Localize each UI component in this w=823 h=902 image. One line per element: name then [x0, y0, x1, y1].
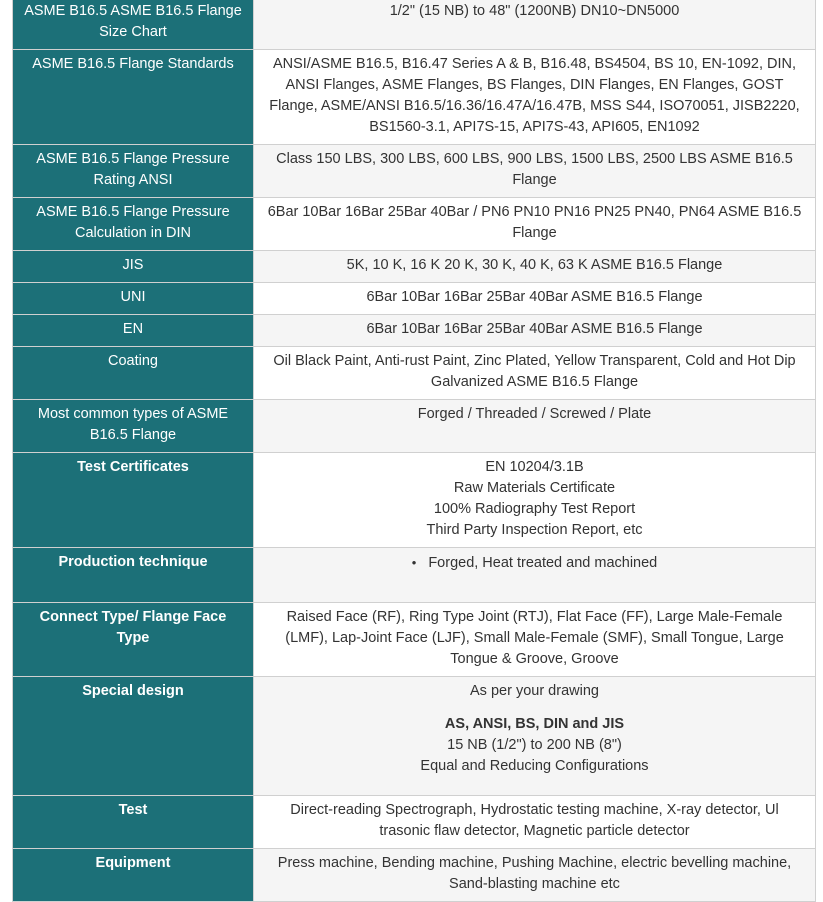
- table-row: [13, 50, 816, 145]
- row-label: EN: [13, 315, 254, 347]
- row-label: ASME B16.5 ASME B16.5 Flange Size Chart: [13, 0, 254, 50]
- special-design-line: Equal and Reducing Configurations: [420, 758, 649, 774]
- row-value: Direct-reading Spectrograph, Hydrostatic testing machine, X-ray detector, Ul trasonic flaw detector, Magnetic particle detector: [254, 796, 816, 849]
- row-label: Coating: [13, 347, 254, 400]
- row-value: Class 150 LBS, 300 LBS, 600 LBS, 900 LBS, 1500 LBS, 2500 LBS ASME B16.5 Flange: [254, 145, 816, 198]
- row-label: UNI: [13, 283, 254, 315]
- special-design-standards: AS, ANSI, BS, DIN and JIS: [444, 716, 625, 732]
- row-value: 6Bar 10Bar 16Bar 25Bar 40Bar ASME B16.5 Flange: [254, 315, 816, 347]
- table-row: [13, 145, 816, 198]
- table-row: [13, 677, 816, 796]
- row-label: Most common types of ASME B16.5 Flange: [13, 400, 254, 453]
- row-value: 6Bar 10Bar 16Bar 25Bar 40Bar ASME B16.5 Flange: [254, 283, 816, 315]
- special-design-line: 15 NB (1/2") to 200 NB (8"): [447, 737, 622, 753]
- table-row: [13, 251, 816, 283]
- row-value: [254, 677, 816, 796]
- row-value: Forged / Threaded / Screwed / Plate: [254, 400, 816, 453]
- row-label: Connect Type/ Flange Face Type: [13, 603, 254, 677]
- table-row: [13, 283, 816, 315]
- list-item: • Forged, Heat treated and machined: [412, 552, 657, 574]
- table-row: [13, 849, 816, 902]
- row-label: ASME B16.5 Flange Pressure Calculation in DIN: [13, 198, 254, 251]
- table-row: [13, 603, 816, 677]
- row-value: 5K, 10 K, 16 K 20 K, 30 K, 40 K, 63 K ASME B16.5 Flange: [254, 251, 816, 283]
- row-value: Raised Face (RF), Ring Type Joint (RTJ), Flat Face (FF), Large Male-Female (LMF), Lap-Joint Face (LJF), Small Male-Female (SMF), Small Tongue, Large Tongue & Groove, Groove: [254, 603, 816, 677]
- row-label: ASME B16.5 Flange Pressure Rating ANSI: [13, 145, 254, 198]
- row-label: Test: [13, 796, 254, 849]
- row-value: [254, 548, 816, 603]
- row-value: Press machine, Bending machine, Pushing Machine, electric bevelling machine, Sand-blasting machine etc: [254, 849, 816, 902]
- certificate-line: Third Party Inspection Report, etc: [426, 522, 643, 538]
- row-value: 6Bar 10Bar 16Bar 25Bar 40Bar / PN6 PN10 PN16 PN25 PN40, PN64 ASME B16.5 Flange: [254, 198, 816, 251]
- certificate-line: Raw Materials Certificate: [453, 480, 616, 496]
- certificate-line: EN 10204/3.1B: [485, 459, 584, 475]
- row-label: ASME B16.5 Flange Standards: [13, 50, 254, 145]
- row-value: Oil Black Paint, Anti-rust Paint, Zinc Plated, Yellow Transparent, Cold and Hot Dip Galvanized ASME B16.5 Flange: [254, 347, 816, 400]
- flange-spec-table: [12, 0, 816, 902]
- technique-list: [264, 552, 805, 596]
- certificate-line: 100% Radiography Test Report: [433, 501, 636, 517]
- row-value: ANSI/ASME B16.5, B16.47 Series A & B, B16.48, BS4504, BS 10, EN-1092, DIN, ANSI Flanges, ASME Flanges, BS Flanges, DIN Flanges, EN Flanges, GOST Flange, ASME/ANSI B16.5/16.36/16.47A/16.47B, MSS S44, ISO70051, JISB2220, BS1560-3.1, API7S-15, API7S-43, API605, EN1092: [254, 50, 816, 145]
- row-value: 1/2" (15 NB) to 48" (1200NB) DN10~DN5000: [254, 0, 816, 50]
- row-label: Special design: [13, 677, 254, 796]
- table-row: [13, 347, 816, 400]
- table-row: [13, 400, 816, 453]
- table-row: [13, 453, 816, 548]
- table-row: [13, 548, 816, 603]
- row-label: JIS: [13, 251, 254, 283]
- row-value: [254, 453, 816, 548]
- special-design-intro: As per your drawing: [470, 683, 599, 699]
- row-label: Equipment: [13, 849, 254, 902]
- table-row: [13, 198, 816, 251]
- table-row: [13, 796, 816, 849]
- row-label: Test Certificates: [13, 453, 254, 548]
- table-row: [13, 315, 816, 347]
- table-row: [13, 0, 816, 50]
- row-label: Production technique: [13, 548, 254, 603]
